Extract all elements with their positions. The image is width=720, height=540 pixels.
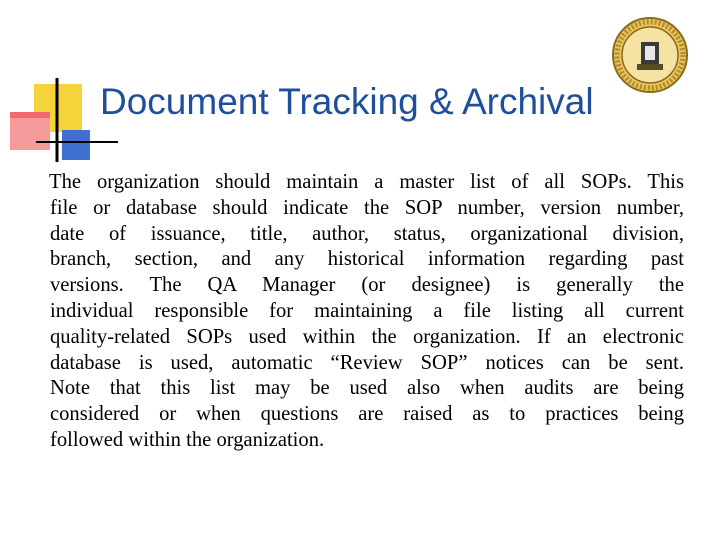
body-line: followed within the organization.: [50, 428, 325, 451]
body-line: file or database should indicate the SOP number, version number,: [50, 196, 684, 219]
body-line: date of issuance, title, author, status, organizational division,: [50, 222, 684, 245]
body-line: individual responsible for maintaining a file listing all current: [50, 299, 684, 322]
body-line: branch, section, and any historical information regarding past: [50, 248, 684, 271]
body-line: considered or when questions are raised as to practices being: [50, 403, 684, 426]
slide-title: Document Tracking & Archival: [100, 81, 594, 122]
body-paragraph: [50, 170, 684, 454]
body-line: The organization should maintain a master list of all SOPs. This: [49, 171, 684, 193]
body-line: Note that this list may be used also when audits are being: [50, 377, 684, 400]
body-line: database is used, automatic “Review SOP” notices can be sent.: [50, 351, 684, 374]
body-line: quality-related SOPs used within the organization. If an electronic: [50, 325, 684, 348]
body-line: versions. The QA Manager (or designee) is generally the: [50, 274, 684, 297]
